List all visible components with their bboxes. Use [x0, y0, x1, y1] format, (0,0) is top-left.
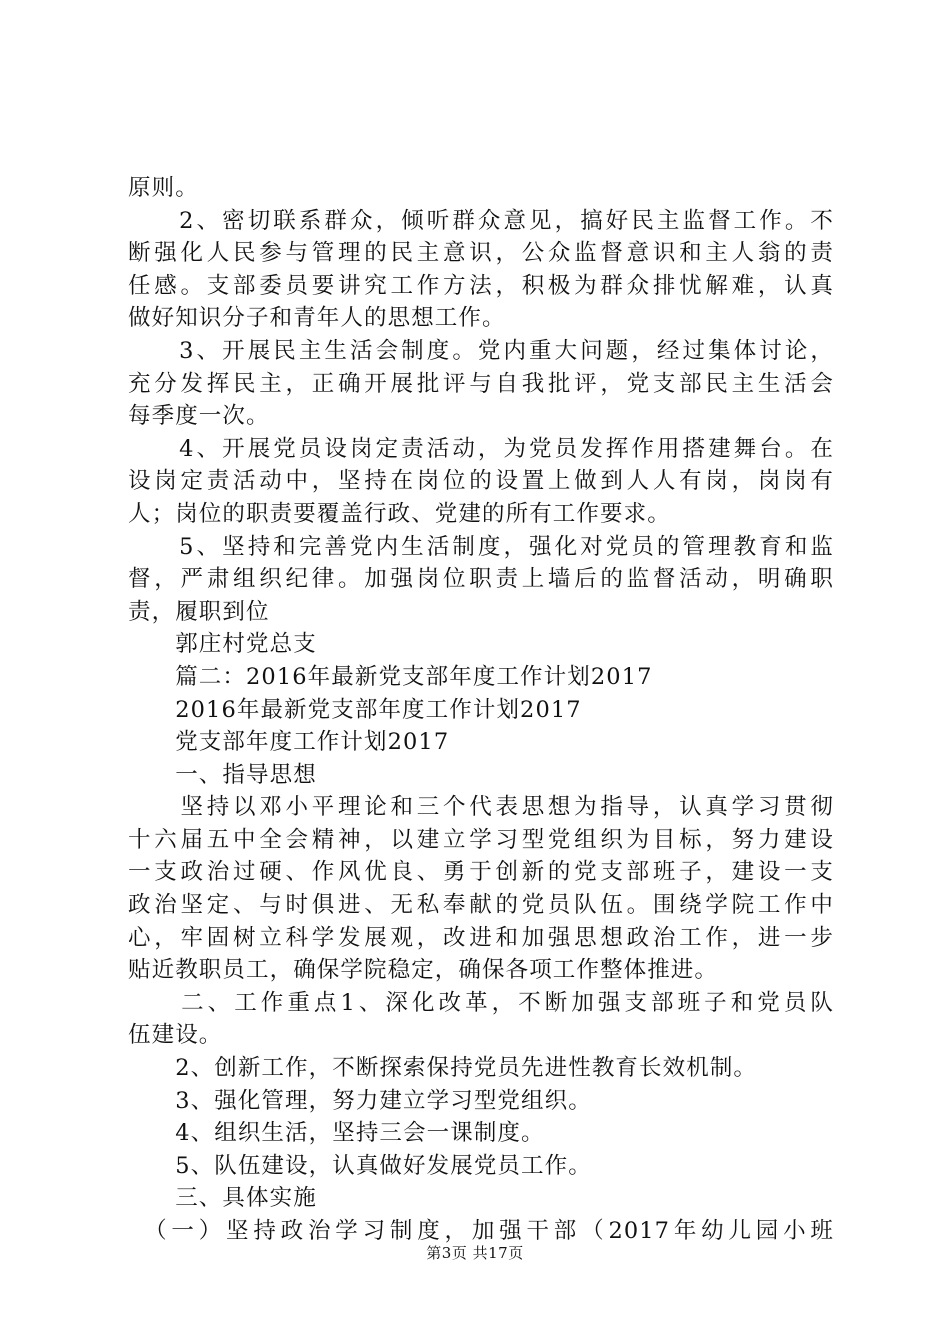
text-line: 心，牢固树立科学发展观，改进和加强思想政治工作，进一步 — [128, 924, 834, 951]
text-line: 人；岗位的职责要覆盖行政、党建的所有工作要求。 — [128, 500, 671, 527]
text-line: 一支政治过硬、作风优良、勇于创新的党支部班子，建设一支 — [128, 859, 834, 886]
page-number-footer: 第3页 共17页 — [426, 1244, 524, 1262]
text-line: 贴近教职员工，确保学院稳定，确保各项工作整体推进。 — [128, 957, 719, 984]
text-line: 2、密切联系群众，倾听群众意见，搞好民主监督工作。不 — [128, 207, 834, 234]
text-line: 充分发挥民主，正确开展批评与自我批评，党支部民主生活会 — [128, 370, 834, 397]
text-line: 原则。 — [128, 175, 199, 201]
text-line: 十六届五中全会精神，以建立学习型党组织为目标，努力建设 — [128, 826, 834, 853]
document-title: 2016年最新党支部年度工作计划2017 — [128, 696, 582, 723]
text-line: 责，履职到位 — [128, 598, 270, 625]
text-line: 4、组织生活，坚持三会一课制度。 — [128, 1120, 545, 1147]
text-line: 3、强化管理，努力建立学习型党组织。 — [128, 1087, 592, 1114]
text-line: 4、开展党员设岗定责活动，为党员发挥作用搭建舞台。在 — [128, 435, 834, 462]
text-line: 设岗定责活动中，坚持在岗位的设置上做到人人有岗，岗岗有 — [128, 468, 834, 495]
section-heading: 三、具体实施 — [128, 1185, 317, 1212]
text-line: 二、工作重点1、深化改革，不断加强支部班子和党员队 — [128, 989, 834, 1016]
text-line: 坚持以邓小平理论和三个代表思想为指导，认真学习贯彻 — [128, 794, 834, 821]
document-body — [128, 172, 834, 1248]
text-line: 5、队伍建设，认真做好发展党员工作。 — [128, 1152, 592, 1179]
text-line: （一）坚持政治学习制度，加强干部（2017年幼儿园小班 — [128, 1218, 834, 1244]
text-line: 每季度一次。 — [128, 403, 270, 430]
text-line: 督，严肃组织纪律。加强岗位职责上墙后的监督活动，明确职 — [128, 566, 834, 593]
text-line: 断强化人民参与管理的民主意识，公众监督意识和主人翁的责 — [128, 240, 834, 267]
text-line: 政治坚定、与时俱进、无私奉献的党员队伍。围绕学院工作中 — [128, 892, 834, 919]
text-line: 伍建设。 — [128, 1022, 223, 1049]
section-heading: 篇二：2016年最新党支部年度工作计划2017 — [128, 663, 653, 690]
text-line: 做好知识分子和青年人的思想工作。 — [128, 305, 506, 332]
document-subtitle: 党支部年度工作计划2017 — [128, 729, 450, 756]
text-line: 任感。支部委员要讲究工作方法，积极为群众排忧解难，认真 — [128, 272, 834, 299]
section-heading: 一、指导思想 — [128, 761, 317, 788]
text-line: 2、创新工作，不断探索保持党员先进性教育长效机制。 — [128, 1055, 758, 1082]
text-line: 5、坚持和完善党内生活制度，强化对党员的管理教育和监 — [128, 533, 834, 560]
signature-line: 郭庄村党总支 — [128, 631, 317, 658]
text-line: 3、开展民主生活会制度。党内重大问题，经过集体讨论， — [128, 337, 834, 364]
